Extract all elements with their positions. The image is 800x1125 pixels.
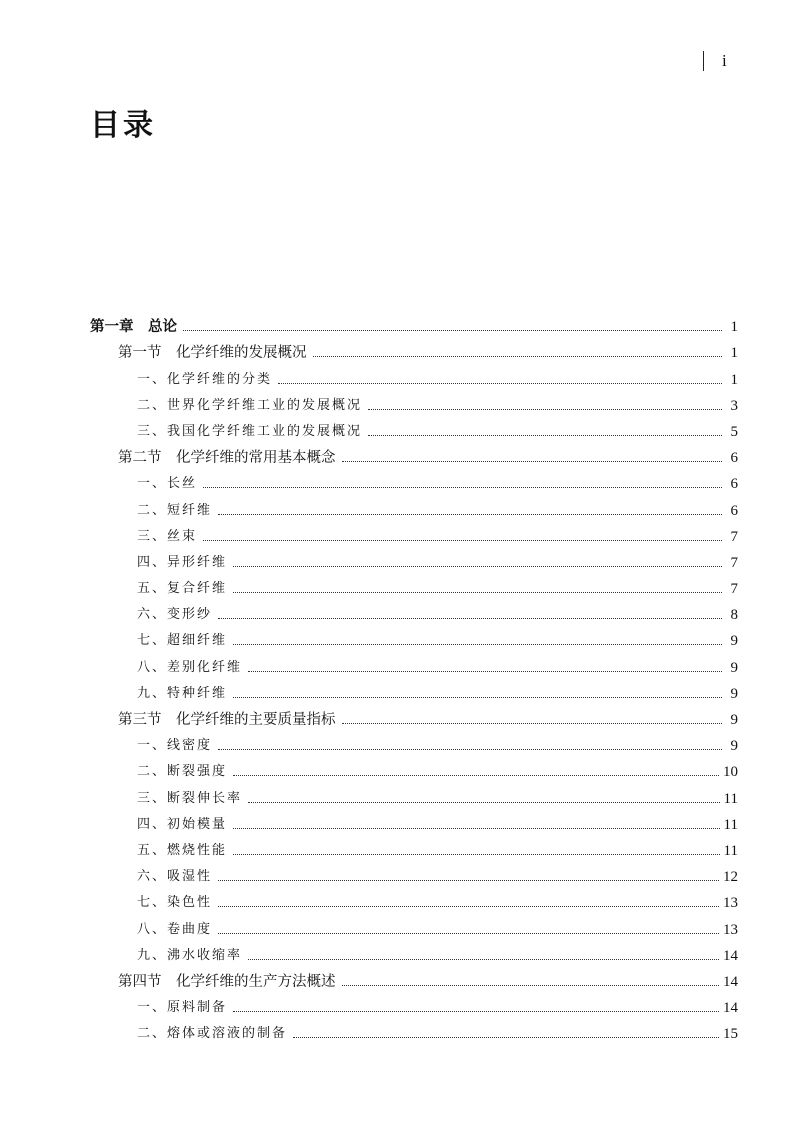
toc-entry-page: 11 <box>723 842 738 859</box>
toc-entry-label: 一、线密度 <box>137 738 213 754</box>
toc-entry-page: 9 <box>730 712 738 728</box>
toc-entry-page: 6 <box>730 502 738 519</box>
toc-dot-leader <box>218 618 722 619</box>
toc-entry-page: 10 <box>723 764 738 781</box>
toc-entry-section[interactable] <box>90 965 738 991</box>
toc-dot-leader <box>342 985 720 986</box>
toc-dot-leader <box>248 802 720 803</box>
toc-entry-label: 一、原料制备 <box>137 1000 228 1016</box>
toc-entry-page: 11 <box>723 816 738 833</box>
header-rule <box>703 51 704 71</box>
toc-entry-section[interactable] <box>90 441 738 467</box>
toc-entry-page: 1 <box>730 371 738 388</box>
toc-entry-item[interactable] <box>90 493 738 519</box>
toc-dot-leader <box>233 775 719 776</box>
toc-entry-page: 13 <box>723 921 738 938</box>
toc-entry-label: 八、卷曲度 <box>137 921 213 937</box>
toc-entry-item[interactable] <box>90 362 738 388</box>
toc-dot-leader <box>218 514 722 515</box>
toc-entry-item[interactable] <box>90 808 738 834</box>
toc-dot-leader <box>233 566 722 567</box>
toc-entry-label: 一、长丝 <box>137 476 198 492</box>
toc-dot-leader <box>218 906 719 907</box>
toc-dot-leader <box>248 959 719 960</box>
page-header <box>703 50 727 72</box>
toc-entry-page: 6 <box>730 450 738 467</box>
toc-entry-item[interactable] <box>90 677 738 703</box>
toc-dot-leader <box>233 644 722 645</box>
toc-entry-item[interactable] <box>90 546 738 572</box>
toc-entry-page: 9 <box>730 659 738 676</box>
page-number: i <box>722 51 727 70</box>
toc-entry-label: 一、化学纤维的分类 <box>137 371 273 387</box>
toc-dot-leader <box>218 880 719 881</box>
toc-entry-label: 七、染色性 <box>137 895 213 911</box>
toc-entry-page: 14 <box>723 973 738 990</box>
toc-dot-leader <box>233 854 720 855</box>
toc-dot-leader <box>342 461 723 462</box>
toc-entry-item[interactable] <box>90 650 738 676</box>
toc-entry-label: 六、变形纱 <box>137 607 213 623</box>
toc-entry-label: 七、超细纤维 <box>137 633 228 649</box>
toc-entry-item[interactable] <box>90 781 738 807</box>
toc-entry-page: 11 <box>723 790 738 807</box>
toc-entry-item[interactable] <box>90 1017 738 1043</box>
toc-dot-leader <box>248 671 722 672</box>
toc-entry-label: 四、异形纤维 <box>137 554 228 570</box>
toc-dot-leader <box>233 592 722 593</box>
toc-entry-page: 9 <box>730 738 738 755</box>
toc-entry-page: 9 <box>730 633 738 650</box>
toc-entry-page: 1 <box>730 319 738 336</box>
toc-entry-item[interactable] <box>90 755 738 781</box>
toc-entry-label: 五、燃烧性能 <box>137 842 228 858</box>
toc-entry-page: 8 <box>730 607 738 624</box>
toc-entry-item[interactable] <box>90 729 738 755</box>
toc-entry-label: 三、丝束 <box>137 528 198 544</box>
toc-entry-page: 14 <box>723 947 738 964</box>
toc-entry-item[interactable] <box>90 572 738 598</box>
toc-entry-label: 第一节 化学纤维的发展概况 <box>118 345 307 362</box>
toc-entry-label: 二、世界化学纤维工业的发展概况 <box>137 397 363 413</box>
toc-entry-item[interactable] <box>90 598 738 624</box>
toc-dot-leader <box>233 1011 719 1012</box>
toc-entry-item[interactable] <box>90 467 738 493</box>
toc-entry-page: 12 <box>723 869 738 886</box>
toc-entry-label: 三、我国化学纤维工业的发展概况 <box>137 423 363 439</box>
page-title: 目录 <box>90 108 156 143</box>
toc-dot-leader <box>313 356 723 357</box>
toc-entry-label: 二、熔体或溶液的制备 <box>137 1026 288 1042</box>
toc-entry-page: 7 <box>730 554 738 571</box>
toc-dot-leader <box>218 749 722 750</box>
toc-dot-leader <box>183 330 722 331</box>
table-of-contents <box>90 310 738 1043</box>
toc-dot-leader <box>233 828 720 829</box>
toc-dot-leader <box>203 487 722 488</box>
toc-entry-label: 第一章 总论 <box>90 319 177 336</box>
toc-entry-label: 第二节 化学纤维的常用基本概念 <box>118 450 336 467</box>
toc-entry-page: 7 <box>730 528 738 545</box>
toc-entry-page: 1 <box>730 345 738 362</box>
toc-entry-label: 第四节 化学纤维的生产方法概述 <box>118 973 336 990</box>
toc-dot-leader <box>203 540 722 541</box>
toc-entry-item[interactable] <box>90 624 738 650</box>
toc-entry-page: 5 <box>730 423 738 440</box>
toc-entry-section[interactable] <box>90 703 738 729</box>
toc-dot-leader <box>218 933 719 934</box>
toc-entry-label: 九、沸水收缩率 <box>137 947 243 963</box>
toc-entry-label: 四、初始模量 <box>137 816 228 832</box>
toc-entry-page: 14 <box>723 1000 738 1017</box>
toc-dot-leader <box>368 435 722 436</box>
toc-entry-label: 二、短纤维 <box>137 502 213 518</box>
toc-dot-leader <box>278 383 722 384</box>
toc-entry-item[interactable] <box>90 389 738 415</box>
toc-entry-label: 二、断裂强度 <box>137 764 228 780</box>
toc-entry-label: 五、复合纤维 <box>137 581 228 597</box>
toc-dot-leader <box>368 409 722 410</box>
toc-entry-label: 六、吸湿性 <box>137 869 213 885</box>
toc-entry-chapter[interactable] <box>90 310 738 336</box>
toc-entry-label: 八、差别化纤维 <box>137 659 243 675</box>
toc-entry-page: 9 <box>730 685 738 702</box>
toc-dot-leader <box>233 697 722 698</box>
toc-entry-item[interactable] <box>90 886 738 912</box>
toc-entry-item[interactable] <box>90 991 738 1017</box>
toc-entry-page: 15 <box>723 1026 738 1043</box>
toc-entry-page: 6 <box>730 476 738 493</box>
toc-entry-page: 3 <box>730 397 738 414</box>
toc-entry-item[interactable] <box>90 834 738 860</box>
toc-entry-page: 13 <box>723 895 738 912</box>
toc-entry-label: 九、特种纤维 <box>137 685 228 701</box>
toc-entry-page: 7 <box>730 581 738 598</box>
toc-dot-leader <box>293 1037 719 1038</box>
toc-entry-label: 三、断裂伸长率 <box>137 790 243 806</box>
toc-entry-item[interactable] <box>90 939 738 965</box>
toc-entry-label: 第三节 化学纤维的主要质量指标 <box>118 712 336 728</box>
toc-entry-item[interactable] <box>90 860 738 886</box>
toc-entry-section[interactable] <box>90 336 738 362</box>
toc-dot-leader <box>342 723 723 724</box>
toc-entry-item[interactable] <box>90 912 738 938</box>
toc-entry-item[interactable] <box>90 415 738 441</box>
toc-entry-item[interactable] <box>90 520 738 546</box>
